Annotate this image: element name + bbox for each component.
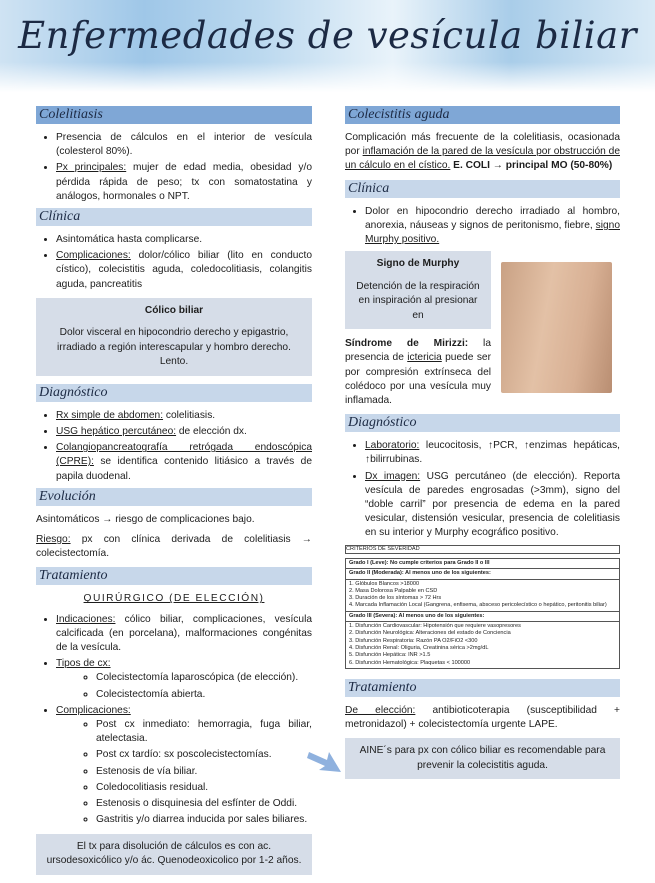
grado-1-row: Grado I (Leve): No cumple criterios para Grado II o III <box>349 559 490 566</box>
box-text: Dolor visceral en hipocondrio derecho y epigastrio, irradiado a región interescapular y hombro derecho. Lento. <box>57 327 291 368</box>
heading-tratamiento: Tratamiento <box>36 567 312 585</box>
severidad-table <box>345 558 620 669</box>
eleccion-text: De elección: antibioticoterapia (susceptibilidad + metronidazol) + colecistectomía urgente LAPE. <box>345 704 620 731</box>
colelitiasis-list <box>36 131 312 204</box>
murphy-photo <box>501 262 612 393</box>
list-item: • USG hepático percutáneo: de elección dx. <box>56 425 312 439</box>
list-item: • Colangiopancreatografía retrógada endoscópica (CPRE): se identifica contenido litiásico a través de papila duodenal. <box>56 441 312 484</box>
list-item: • Asintomática hasta complicarse. <box>56 233 312 247</box>
list-item: • Laboratorio: leucocitosis, ↑PCR, ↑enzimas hepáticas, ↑bilirrubinas. <box>365 439 620 467</box>
heading-colecistitis: Colecistitis aguda <box>345 106 620 124</box>
box-title: Signo de Murphy <box>376 258 460 270</box>
page-title: Enfermedades de vesícula biliar <box>18 14 637 57</box>
arrow-icon <box>307 746 343 776</box>
heading-clinica: Clínica <box>36 208 312 226</box>
aines-box: AINE´s para px con cólico biliar es recomendable para prevenir la colecistitis aguda. <box>345 738 620 779</box>
list-item: ◦ Coledocolitiasis residual. <box>96 781 312 795</box>
grado-2-row: Grado II (Moderada): Al menos uno de los siguientes: <box>346 568 619 578</box>
list-item: ◦ Colecistectomía abierta. <box>96 688 312 702</box>
grado-2-list: 1. Glóbulos Blancos >18000 2. Masa Dolorosa Palpable en CSD 3. Duración de los síntomas > 72 Hrs 4. Marcada Inflamación Local (Gangrena, enfisema, absceso pericolecístico o hepático, peritonitis biliar) <box>346 579 619 611</box>
disolucion-box: El tx para disolución de cálculos es con ac. ursodesoxicólico y/o ác. Quenodeoxicolico por 1-2 años. <box>36 834 312 875</box>
list-item: ◦ Estenosis de vía biliar. <box>96 765 312 779</box>
list-item: • Dolor en hipocondrio derecho irradiado al hombro, anorexia, náuseas y signos de peritonismo, fiebre, signo Murphy positivo. <box>365 205 620 248</box>
quirurgico-subheading: QUIRÚRGICO (DE ELECCIÓN) <box>83 593 265 605</box>
heading-diagnostico: Diagnóstico <box>36 384 312 402</box>
mirizzi-text: Síndrome de Mirizzi: la presencia de ictericia puede ser por compresión extrínseca del colédoco por una vesícula muy inflamada. <box>345 338 491 407</box>
heading-evolucion: Evolución <box>36 488 312 506</box>
list-item: • Complicaciones: dolor/cólico biliar (lito en conducto cístico), colecistitis aguda, coledocolitiasis, colangitis aguda, pancreatitis <box>56 249 312 292</box>
diagnostico-list <box>36 409 312 484</box>
grado-3-row: Grado III (Severa): Al menos uno de los siguientes: <box>346 611 619 621</box>
list-item: • Tipos de cx: ◦ Colecistectomía laparoscópica (de elección). ◦ Colecistectomía abierta. <box>56 657 312 702</box>
clinica-list-2 <box>345 205 620 248</box>
clinica-list <box>36 233 312 292</box>
list-item: • Rx simple de abdomen: colelitiasis. <box>56 409 312 423</box>
list-item: ◦ Colecistectomía laparoscópica (de elección). <box>96 671 312 685</box>
list-item: • Px principales: mujer de edad media, obesidad y/o pérdida rápida de peso; tx con somatostatina y análogos, hormonales o NPT. <box>56 161 312 204</box>
list-item: ◦ Estenosis o disquinesia del esfínter de Oddi. <box>96 797 312 811</box>
heading-tratamiento-2: Tratamiento <box>345 679 620 697</box>
colico-biliar-box <box>36 298 312 376</box>
tratamiento-list <box>36 613 312 828</box>
murphy-box <box>345 251 491 329</box>
heading-diagnostico-2: Diagnóstico <box>345 414 620 432</box>
riesgo-text: Riesgo: px con clínica derivada de colelitiasis → colecistectomía. <box>36 534 312 560</box>
box-title: Cólico biliar <box>144 304 204 316</box>
list-item: • Dx imagen: USG percutáneo (de elección). Reporta vesícula de paredes engrosadas (>3mm), signo del “doble carril” por presencia de edema en la pared vesicular, distensión vesicular, presencia de colelitiasis en su interior y Murphy ecográfico positivo. <box>365 470 620 541</box>
box-text: Detención de la respiración en inspiración al presionar en <box>356 280 480 321</box>
heading-colelitiasis: Colelitiasis <box>36 106 312 124</box>
list-item: ◦ Gastritis y/o diarrea inducida por sales biliares. <box>96 813 312 827</box>
heading-clinica-2: Clínica <box>345 180 620 198</box>
severidad-caption: CRITERIOS DE SEVERIDAD <box>345 545 620 554</box>
list-item: • Indicaciones: cólico biliar, complicaciones, vesícula calcificada (en porcelana), malformaciones congénitas de la vesícula. <box>56 613 312 656</box>
colecistitis-text: Complicación más frecuente de la colelitiasis, ocasionada por inflamación de la pared de la vesícula por obstrucción de un cálculo en el cístico. E. COLI → principal MO (50-80%) <box>345 132 620 172</box>
right-column <box>345 106 620 787</box>
diagnostico-list-2 <box>345 439 620 540</box>
list-item: • Presencia de cálculos en el interior de vesícula (colesterol 80%). <box>56 131 312 159</box>
left-column <box>36 106 312 883</box>
list-item: ◦ Post cx inmediato: hemorragia, fuga biliar, atelectasia. <box>96 718 312 746</box>
list-item: ◦ Post cx tardío: sx poscolecistectomías. <box>96 748 312 762</box>
grado-3-list: 1. Disfunción Cardiovascular: Hipotensión que requiere vasopresores 2. Disfunción Neurológica: Alteraciones del estado de Conciencia 3. Disfunción Respiratoria: Razón PA O2/FiO2 <300 4. Disfunción Renal: Oliguria, Creatinina sérica >2mg/dL 5. Disfunción Hepática: INR >1.5 6. Disfunción Hematológica: Plaquetas < 100000 <box>346 621 619 668</box>
list-item: • Complicaciones: ◦ Post cx inmediato: hemorragia, fuga biliar, atelectasia. ◦ Post cx tardío: sx poscolecistectomías. ◦ Estenosis de vía biliar. ◦ Coledocolitiasis residual. ◦ Estenosis o disquinesia del esfínter de Oddi. ◦ Gastritis y/o diarrea inducida por sales biliares. <box>56 704 312 828</box>
evolucion-text: Asintomáticos → riesgo de complicaciones bajo. <box>36 513 255 525</box>
